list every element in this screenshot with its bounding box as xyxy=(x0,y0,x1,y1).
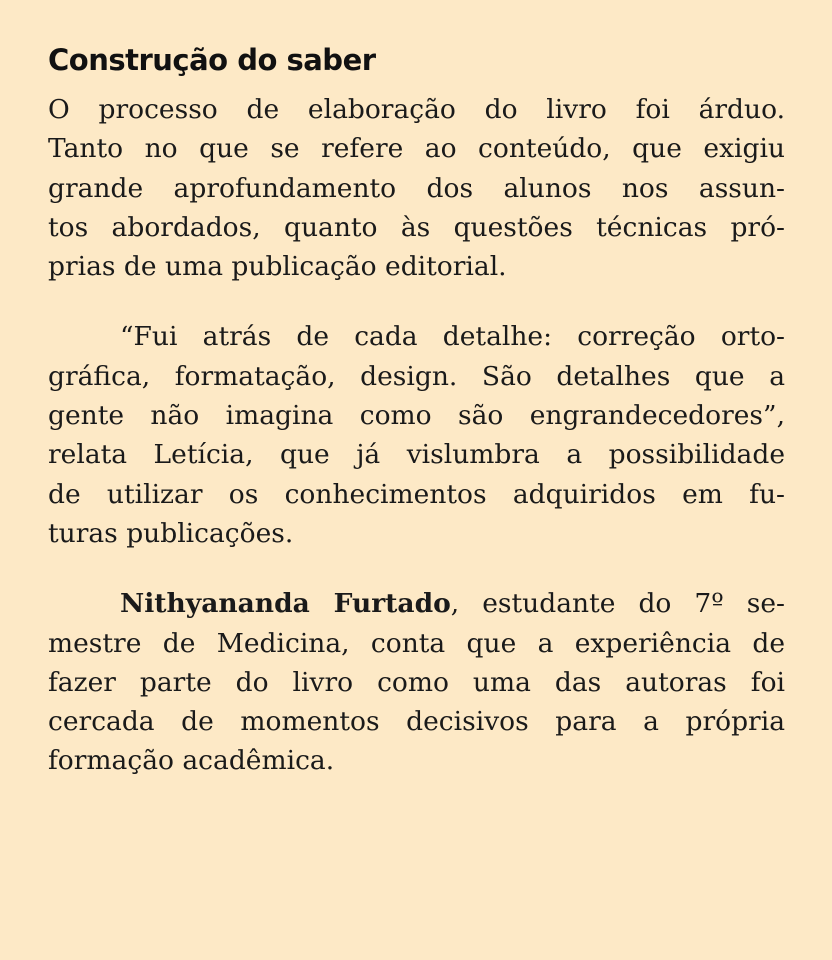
text-line: Tanto no que se refere ao conteúdo, que exigiu xyxy=(48,133,785,165)
text-line: gente não imagina como são engrandecedores”, xyxy=(48,400,785,432)
section-heading: Construção do saber xyxy=(48,43,376,77)
text-line: grande aprofundamento dos alunos nos assun- xyxy=(48,172,785,204)
text-fragment: , estudante do 7º se- xyxy=(450,588,785,620)
paragraph-3 xyxy=(48,584,785,780)
paragraph-2-quote xyxy=(48,317,785,553)
text-line: prias de uma publicação editorial. xyxy=(48,251,507,283)
text-line: “Fui atrás de cada detalhe: correção orto- xyxy=(120,321,785,353)
text-line: relata Letícia, que já vislumbra a possibilidade xyxy=(48,439,785,471)
text-line: turas publicações. xyxy=(48,517,294,549)
person-name: Nithyananda Furtado xyxy=(120,588,451,620)
text-line: gráfica, formatação, design. São detalhes que a xyxy=(48,360,785,392)
text-line: tos abordados, quanto às questões técnicas pró- xyxy=(48,211,785,243)
text-line xyxy=(48,584,785,623)
text-line: fazer parte do livro como uma das autoras foi xyxy=(48,666,785,698)
text-line: O processo de elaboração do livro foi árduo. xyxy=(48,94,785,125)
paragraph-1 xyxy=(48,90,785,286)
text-line: de utilizar os conhecimentos adquiridos em fu- xyxy=(48,478,785,510)
text-line: mestre de Medicina, conta que a experiência de xyxy=(48,627,785,659)
article-section xyxy=(48,38,785,812)
text-line: formação acadêmica. xyxy=(48,745,335,777)
text-line: cercada de momentos decisivos para a própria xyxy=(48,706,785,738)
